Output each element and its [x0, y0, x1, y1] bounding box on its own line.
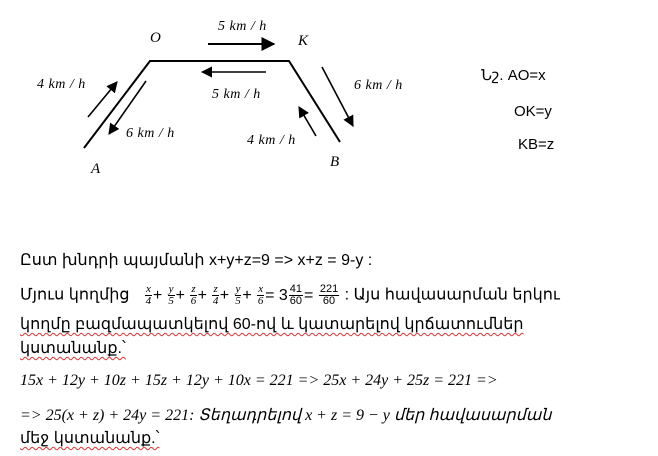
point-b-label: B [330, 154, 340, 170]
speed-left-up: 4 km / h [37, 77, 86, 92]
point-a-label: A [91, 161, 101, 177]
text-line-6: => 25(x + z) + 24y = 221: Տեղադրելով x + z = 9 − y մեր հավասարման [20, 407, 552, 424]
speed-ko-bottom: 5 km / h [212, 87, 261, 102]
notation-kb: KB=z [518, 136, 555, 153]
speed-right-down: 6 km / h [354, 78, 403, 93]
speed-right-up: 4 km / h [247, 133, 296, 148]
speed-ok-top: 5 km / h [218, 19, 267, 34]
arrow-right-down [322, 67, 353, 126]
text-line-2: Մյուս կողմից $\frac{x}{4}$ + $\frac{y}{5}$ + $\frac{z}{6}$ + $\frac{z}{4}$ + $\frac{y}{5}$ + $\frac{x}{6}$ = 3 $\frac{41}{60}$ = $\frac{221}{60}$ : Այս հավասարման երկու [20, 283, 560, 307]
text-line-5: 15x + 12y + 10z + 15z + 12y + 10x = 221 => 25x + 24y + 25z = 221 => [20, 372, 498, 389]
text-line-7: մեջ կստանանք.՝ [20, 430, 160, 447]
text-line-3: կողմը բազմապատկելով 60-ով և կատարելով կրճատումներ [20, 316, 524, 333]
route-diagram [0, 0, 658, 200]
speed-left-down: 6 km / h [126, 126, 175, 141]
text-line-1: Ըստ խնդրի պայմանի x+y+z=9 => x+z = 9-y : [20, 252, 373, 269]
notation-ao: Նշ. AO=x [481, 67, 546, 84]
equation-fractions: $\frac{x}{4}$ + $\frac{y}{5}$ + $\frac{z}{6}$ + $\frac{z}{4}$ + $\frac{y}{5}$ + $\frac{x}{6}$ = 3 $\frac{41}{60}$ = $\frac{221}{60}$ [145, 283, 339, 307]
route-path [84, 61, 340, 148]
notation-ok: OK=y [514, 103, 552, 120]
point-k-label: K [298, 33, 309, 49]
text-line-4: կստանանք.՝ [20, 340, 126, 357]
point-o-label: O [150, 30, 161, 46]
arrow-right-up [299, 107, 316, 136]
